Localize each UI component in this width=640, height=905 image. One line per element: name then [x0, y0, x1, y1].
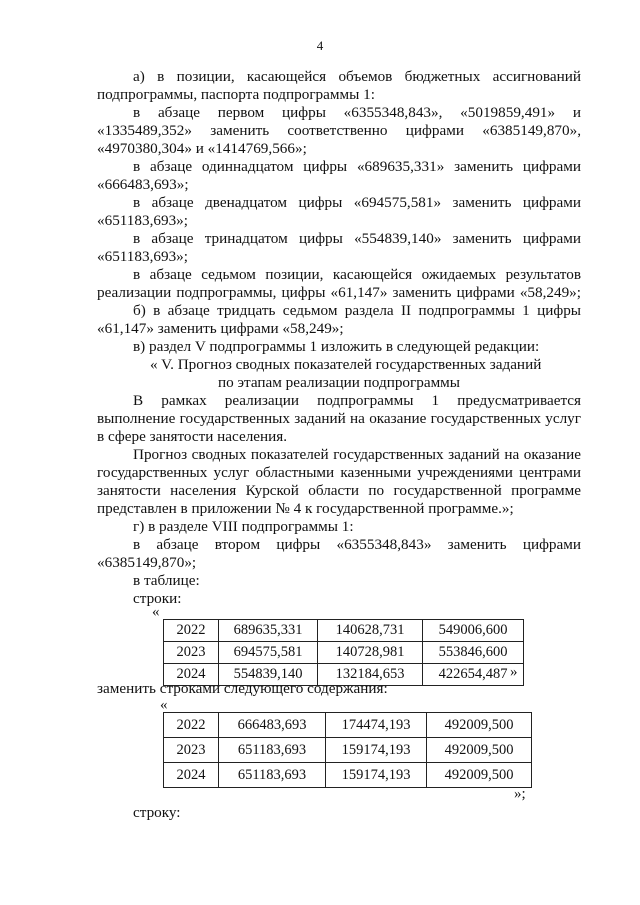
text-line: в абзаце одиннадцатом цифры «689635,331» заменить цифрами — [133, 158, 581, 175]
value-cell: 554839,140 — [219, 664, 318, 686]
value-cell: 492009,500 — [427, 763, 532, 788]
value-cell: 651183,693 — [219, 763, 326, 788]
year-cell: 2023 — [164, 642, 219, 664]
text-line: строку: — [133, 804, 181, 821]
text-line: «61,147» заменить цифрами «58,249»; — [97, 320, 344, 337]
table-row — [164, 763, 532, 788]
value-cell: 666483,693 — [219, 713, 326, 738]
value-cell: 492009,500 — [427, 713, 532, 738]
year-cell: 2024 — [164, 763, 219, 788]
value-cell: 422654,487 — [423, 664, 524, 686]
close-quote: »; — [514, 786, 526, 802]
value-cell: 140728,981 — [318, 642, 423, 664]
text-line: в абзаце тринадцатом цифры «554839,140» заменить цифрами — [133, 230, 581, 247]
value-cell: 553846,600 — [423, 642, 524, 664]
value-cell: 159174,193 — [326, 738, 427, 763]
text-line: г) в разделе VIII подпрограммы 1: — [133, 518, 354, 535]
text-line: в абзаце седьмом позиции, касающейся ожидаемых результатов — [133, 266, 581, 283]
text-line: в таблице: — [133, 572, 200, 589]
section-heading: « V. Прогноз сводных показателей государственных заданий — [150, 356, 542, 373]
table-row — [164, 713, 532, 738]
text-line: государственных услуг областными казенными учреждениями центрами — [97, 464, 581, 481]
page-number: 4 — [316, 38, 324, 53]
text-line: а) в позиции, касающейся объемов бюджетных ассигнований — [133, 68, 581, 85]
year-cell: 2023 — [164, 738, 219, 763]
year-cell: 2024 — [164, 664, 219, 686]
section-heading: по этапам реализации подпрограммы — [217, 374, 460, 391]
value-cell: 651183,693 — [219, 738, 326, 763]
text-line: заменить строками следующего содержания: — [97, 680, 388, 697]
text-line: строки: — [133, 590, 182, 607]
data-table-old — [163, 619, 524, 686]
text-line: б) в абзаце тридцать седьмом раздела II подпрограммы 1 цифры — [133, 302, 581, 319]
text-line: в абзаце втором цифры «6355348,843» заменить цифрами — [133, 536, 581, 553]
text-line: занятости населения Курской области по государственной программе — [97, 482, 581, 499]
open-quote: « — [160, 697, 168, 713]
text-line: в) раздел V подпрограммы 1 изложить в следующей редакции: — [133, 338, 540, 355]
text-line: выполнение государственных заданий на оказание государственных услуг — [97, 410, 581, 427]
value-cell: 689635,331 — [219, 620, 318, 642]
text-line: «6385149,870»; — [97, 554, 197, 571]
text-line: в абзаце двенадцатом цифры «694575,581» заменить цифрами — [133, 194, 581, 211]
text-line: В рамках реализации подпрограммы 1 предусматривается — [133, 392, 581, 409]
table-row — [164, 738, 532, 763]
value-cell: 132184,653 — [318, 664, 423, 686]
text-line: «651183,693»; — [97, 212, 188, 229]
text-line: «4970380,304» и «1414769,566»; — [97, 140, 307, 157]
table-row — [164, 642, 524, 664]
text-line: Прогноз сводных показателей государственных заданий на оказание — [133, 446, 581, 463]
year-cell: 2022 — [164, 713, 219, 738]
value-cell: 694575,581 — [219, 642, 318, 664]
text-line: в сфере занятости населения. — [97, 428, 288, 445]
text-line: представлен в приложении № 4 к государственной программе.»; — [97, 500, 514, 517]
text-line: «666483,693»; — [97, 176, 189, 193]
value-cell: 140628,731 — [318, 620, 423, 642]
value-cell: 159174,193 — [326, 763, 427, 788]
table-row — [164, 620, 524, 642]
data-table-new — [163, 712, 532, 788]
text-line: «651183,693»; — [97, 248, 188, 265]
value-cell: 549006,600 — [423, 620, 524, 642]
close-quote: » — [510, 664, 518, 680]
text-line: подпрограммы, паспорта подпрограммы 1: — [97, 86, 375, 103]
open-quote: « — [152, 604, 160, 620]
text-line: реализации подпрограммы, цифры «61,147» заменить цифрами «58,249»; — [97, 284, 581, 301]
text-line: в абзаце первом цифры «6355348,843», «5019859,491» и — [133, 104, 581, 121]
year-cell: 2022 — [164, 620, 219, 642]
text-line: «1335489,352» заменить соответственно цифрами «6385149,870», — [97, 122, 581, 139]
value-cell: 492009,500 — [427, 738, 532, 763]
value-cell: 174474,193 — [326, 713, 427, 738]
